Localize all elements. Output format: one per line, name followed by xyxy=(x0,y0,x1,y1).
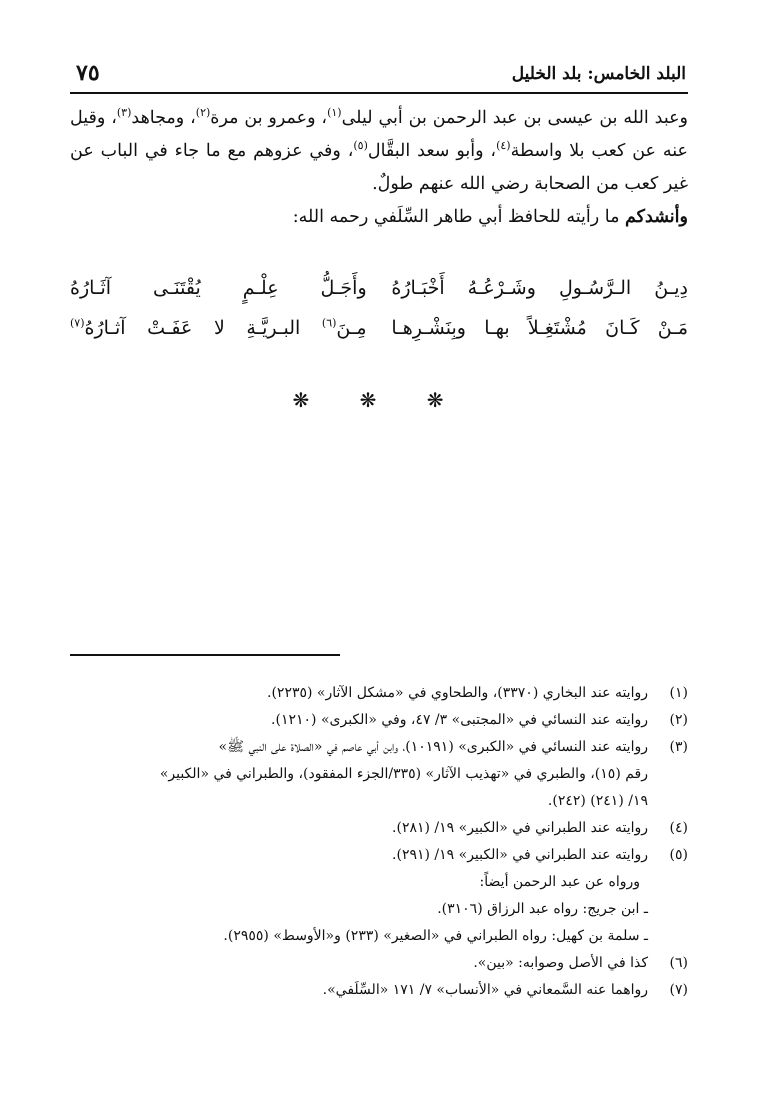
text-segment: البـريَّـةِ لا عَفَـتْ آثـارُهُ xyxy=(84,317,322,339)
footnote-text xyxy=(70,977,648,1004)
paragraph-2 xyxy=(70,201,688,234)
footnote-line: روايته عند البخاري (٣٣٧٠)، والطحاوي في «مشكل الآثار» (٢٢٣٥). xyxy=(267,685,648,701)
footnote-line: روايته عند الطبراني في «الكبير» ١٩/ (٢٩١). xyxy=(392,847,648,863)
footnote-text xyxy=(70,680,648,707)
footnote-4 xyxy=(70,815,688,842)
footnote-1 xyxy=(70,680,688,707)
footnote-ref-3[interactable]: (٣) xyxy=(116,106,132,120)
footnote-7 xyxy=(70,977,688,1004)
footnote-text xyxy=(70,707,648,734)
text-segment: ، وقيل عنه عن كعب بلا واسطة xyxy=(70,108,688,161)
footnote-2 xyxy=(70,707,688,734)
page xyxy=(70,58,688,1058)
footnote-ref-5[interactable]: (٥) xyxy=(353,139,368,153)
bold-lead-word: وأنشدكم xyxy=(625,207,688,227)
text-segment: مِـنَ xyxy=(336,317,367,339)
footnote-3 xyxy=(70,734,688,815)
text-segment: ، وأبو سعد البقَّال xyxy=(367,141,497,161)
footnote-line: روايته عند النسائي في «الكبرى» (١٠١٩١)، وابن أبي عاصم في «الصلاة على النبي ﷺ» xyxy=(218,739,648,755)
footnote-number: (٢) xyxy=(669,712,688,728)
footnote-ref-6[interactable]: (٦) xyxy=(321,316,337,330)
page-header xyxy=(70,58,688,94)
footnote-line: ـ ابن جريج: رواه عبد الرزاق (٣١٠٦). xyxy=(437,901,648,917)
footnote-text xyxy=(70,734,648,815)
footnote-number: (٤) xyxy=(669,820,688,836)
hemistich-first: دِيـنُ الـرَّسُـولِ وشَـرْعُـهُ أَخْبَـارُهُ xyxy=(391,277,688,299)
text-segment: ما رأيته للحافظ أبي طاهر السِّلَفي رحمه الله: xyxy=(292,207,626,227)
main-text xyxy=(70,102,688,234)
footnote-number: (٣) xyxy=(669,739,688,755)
footnote-line: ورواه عن عبد الرحمن أيضاً: xyxy=(479,874,640,890)
hemistich-second xyxy=(70,308,367,348)
footnote-text xyxy=(70,842,648,950)
footnotes xyxy=(70,680,688,1004)
footnote-line: روايته عند الطبراني في «الكبير» ١٩/ (٢٨١). xyxy=(392,820,648,836)
footnote-5 xyxy=(70,842,688,950)
text-segment: ، ومجاهد xyxy=(131,108,196,128)
text-segment: ، وعمرو بن مرة xyxy=(210,108,328,128)
text-segment: وعبد الله بن عيسى بن عبد الرحمن بن أبي ليلى xyxy=(341,108,688,128)
footnote-ref-7[interactable]: (٧) xyxy=(70,316,85,330)
hemistich-first: مَـنْ كَـانَ مُشْتَغِـلاً بهـا وبِنَشْـرِهـا xyxy=(391,317,688,339)
text-segment: ، وفي عزوهم مع ما جاء في الباب عن غير كعب من الصحابة رضي الله عنهم طولٌ. xyxy=(70,141,688,194)
footnote-line: ١٩/ (٢٤١) (٢٤٢). xyxy=(547,793,648,809)
footnote-6 xyxy=(70,950,688,977)
poem-verse-2 xyxy=(70,308,688,348)
footnote-ref-2[interactable]: (٢) xyxy=(195,106,211,120)
footnote-ref-1[interactable]: (١) xyxy=(327,106,342,120)
running-title: البلد الخامس: بلد الخليل xyxy=(511,64,686,84)
footnote-text xyxy=(70,815,648,842)
hemistich-second: وأَجَـلُّ عِلْـمٍ يُقْتَنَـى آثَـارُهُ xyxy=(70,277,367,299)
footnote-number: (٧) xyxy=(669,982,688,998)
paragraph-1 xyxy=(70,102,688,201)
footnote-number: (١) xyxy=(669,685,688,701)
poem-verse-1 xyxy=(70,268,688,308)
footnote-divider xyxy=(70,654,340,656)
footnote-ref-4[interactable]: (٤) xyxy=(496,139,511,153)
footnote-number: (٦) xyxy=(669,955,688,971)
page-number: ٧٥ xyxy=(76,60,100,86)
poem xyxy=(70,268,688,348)
footnote-line: روايته عند النسائي في «المجتبى» ٣/ ٤٧، وفي «الكبرى» (١٢١٠). xyxy=(271,712,648,728)
section-separator-asterisks: ❋ ❋ ❋ xyxy=(292,388,466,412)
footnote-line: ـ سلمة بن كهيل: رواه الطبراني في «الصغير» (٢٣٣) و«الأوسط» (٢٩٥٥). xyxy=(223,928,648,944)
footnote-number: (٥) xyxy=(669,847,688,863)
footnote-line: كذا في الأصل وصوابه: «بين». xyxy=(473,955,648,971)
footnote-line: رواهما عنه السَّمعاني في «الأنساب» ٧/ ١٧١ «السِّلَفي». xyxy=(322,982,648,998)
footnote-line: رقم (١٥)، والطبري في «تهذيب الآثار» (٣٣٥/الجزء المفقود)، والطبراني في «الكبير» xyxy=(159,766,648,782)
footnote-text xyxy=(70,950,648,977)
